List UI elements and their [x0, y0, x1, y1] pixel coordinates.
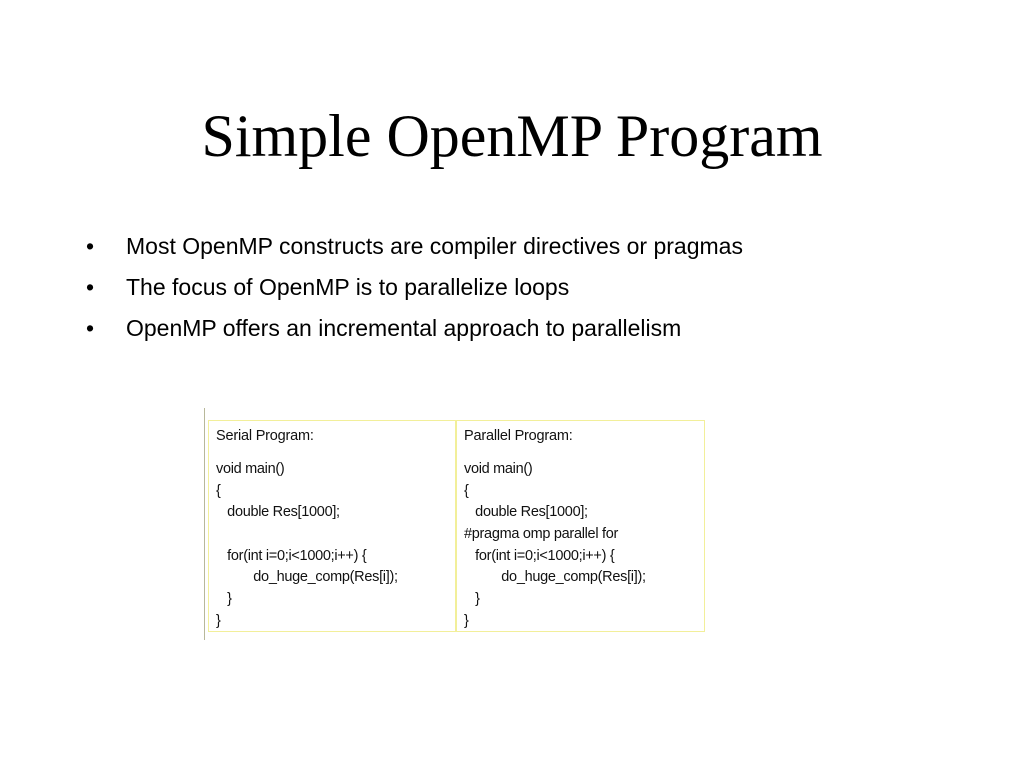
- bullet-item: [86, 310, 743, 351]
- bullet-list: [86, 228, 743, 351]
- bullet-marker: •: [86, 274, 95, 300]
- code-line: }: [216, 612, 221, 629]
- code-line: void main(): [216, 461, 285, 477]
- bullet-marker: •: [86, 233, 95, 259]
- code-line: double Res[1000];: [464, 504, 588, 521]
- code-line: [216, 524, 398, 546]
- figure-left-edge: [204, 408, 205, 640]
- code-line: for(int i=0;i<1000;i++) {: [464, 547, 615, 564]
- code-line: do_huge_comp(Res[i]);: [464, 569, 646, 586]
- code-line: }: [464, 612, 469, 629]
- serial-program-box: [208, 420, 456, 632]
- code-line: }: [464, 591, 480, 608]
- bullet-item: [86, 269, 743, 310]
- bullet-item: [86, 228, 743, 269]
- serial-program-heading: Serial Program:: [216, 428, 314, 444]
- bullet-marker: •: [86, 315, 95, 341]
- code-line: for(int i=0;i<1000;i++) {: [216, 547, 367, 564]
- code-line: #pragma omp parallel for: [464, 526, 618, 543]
- code-line: do_huge_comp(Res[i]);: [216, 569, 398, 586]
- bullet-text: OpenMP offers an incremental approach to parallelism: [126, 315, 682, 341]
- code-line: {: [464, 482, 469, 499]
- parallel-program-box: [456, 420, 705, 632]
- parallel-code-lines: [464, 459, 646, 633]
- parallel-program-heading: Parallel Program:: [464, 428, 573, 444]
- serial-code-lines: [216, 459, 398, 633]
- bullet-text: Most OpenMP constructs are compiler directives or pragmas: [126, 233, 743, 259]
- code-line: void main(): [464, 461, 533, 477]
- code-comparison-figure: [204, 408, 706, 640]
- code-line: double Res[1000];: [216, 504, 340, 521]
- code-line: {: [216, 482, 221, 499]
- code-line: }: [216, 591, 232, 608]
- slide-title: Simple OpenMP Program: [201, 103, 823, 169]
- bullet-text: The focus of OpenMP is to parallelize loops: [126, 274, 570, 300]
